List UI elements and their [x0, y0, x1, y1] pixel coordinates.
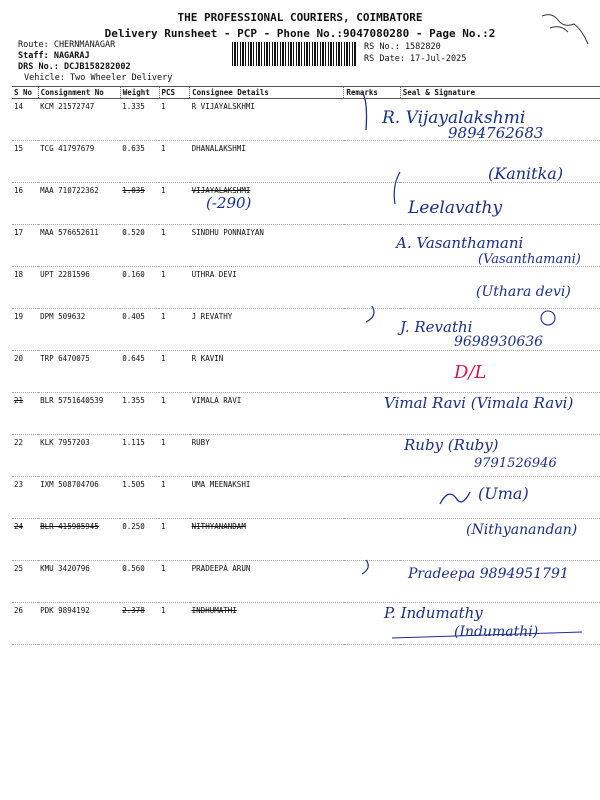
- signature-cell: [400, 519, 600, 561]
- signature-cell: [400, 351, 600, 393]
- signature-cell: [400, 603, 600, 645]
- weight-cell: 0.645: [120, 351, 159, 393]
- table-header-row: [12, 87, 600, 99]
- consignment-cell: TCG 41797679: [38, 141, 120, 183]
- weight-cell: 1.335: [120, 99, 159, 141]
- table-row: [12, 141, 600, 183]
- sno-cell: 26: [12, 603, 38, 645]
- signature-cell: [400, 309, 600, 351]
- signature-cell: [400, 561, 600, 603]
- sno-cell: 16: [12, 183, 38, 225]
- sno-cell: 17: [12, 225, 38, 267]
- sno-cell: 19: [12, 309, 38, 351]
- remarks-cell: [344, 351, 400, 393]
- table-row: [12, 603, 600, 645]
- sno-cell: 15: [12, 141, 38, 183]
- table-row: [12, 435, 600, 477]
- weight-cell: 0.520: [120, 225, 159, 267]
- sno-cell: 18: [12, 267, 38, 309]
- remarks-cell: [344, 183, 400, 225]
- sno-cell: 20: [12, 351, 38, 393]
- consignee-cell: VIJAYALAKSHMI: [190, 183, 344, 225]
- table-row: [12, 99, 600, 141]
- col-pcs: PCS: [159, 87, 190, 99]
- consignee-cell: VIMALA RAVI: [190, 393, 344, 435]
- weight-cell: 0.250: [120, 519, 159, 561]
- pcs-cell: 1: [159, 435, 190, 477]
- consignee-cell: NITHYANANDAM: [190, 519, 344, 561]
- weight-cell: 0.635: [120, 141, 159, 183]
- sno-cell: 24: [12, 519, 38, 561]
- consignment-cell: DPM 509632: [38, 309, 120, 351]
- col-remarks: Remarks: [344, 87, 400, 99]
- sno-cell: 22: [12, 435, 38, 477]
- remarks-cell: [344, 309, 400, 351]
- col-signature: Seal & Signature: [400, 87, 600, 99]
- table-row: [12, 309, 600, 351]
- table-row: [12, 267, 600, 309]
- remarks-cell: [344, 393, 400, 435]
- weight-cell: 1.115: [120, 435, 159, 477]
- pcs-cell: 1: [159, 351, 190, 393]
- route-label: Route: CHERNMANAGAR: [18, 40, 116, 50]
- staff-label: Staff: NAGARAJ: [18, 51, 90, 61]
- signature-text: (Nithyanandan): [466, 522, 578, 538]
- consignee-cell: R VIJAYALSKHMI: [190, 99, 344, 141]
- consignee-cell: INDHUMATHI: [190, 603, 344, 645]
- signature-cell: [400, 477, 600, 519]
- pcs-cell: 1: [159, 141, 190, 183]
- pcs-cell: 1: [159, 183, 190, 225]
- consignee-cell: SINDHU PONNAIYAN: [190, 225, 344, 267]
- remarks-cell: [344, 561, 400, 603]
- remarks-cell: [344, 225, 400, 267]
- table-row: [12, 393, 600, 435]
- consignment-cell: BLR 5751640539: [38, 393, 120, 435]
- sno-cell: 25: [12, 561, 38, 603]
- pcs-cell: 1: [159, 561, 190, 603]
- table-row: [12, 225, 600, 267]
- corner-signature-mark: [540, 10, 590, 50]
- signature-text: Leelavathy: [408, 198, 503, 218]
- rs-number: RS No.: 1582820: [364, 42, 441, 52]
- signature-text: A. Vasanthamani: [396, 234, 524, 252]
- col-sno: S No: [12, 87, 38, 99]
- signature-text: (Uma): [478, 484, 529, 503]
- remarks-cell: [344, 99, 400, 141]
- col-consignee: Consignee Details: [190, 87, 344, 99]
- signature-cell: [400, 141, 600, 183]
- sno-cell: 14: [12, 99, 38, 141]
- signature-cell: [400, 183, 600, 225]
- consignment-cell: MAA 576652611: [38, 225, 120, 267]
- consignee-cell: RUBY: [190, 435, 344, 477]
- signature-text: Vimal Ravi (Vimala Ravi): [384, 394, 574, 412]
- consignee-cell: UTHRA DEVI: [190, 267, 344, 309]
- signature-cell: [400, 267, 600, 309]
- signature-text: Ruby (Ruby): [404, 436, 499, 454]
- signature-text: (Kanitka): [488, 164, 564, 183]
- pcs-cell: 1: [159, 477, 190, 519]
- table-row: [12, 477, 600, 519]
- vehicle-label: Vehicle: Two Wheeler Delivery: [24, 73, 173, 83]
- remarks-cell: [344, 603, 400, 645]
- consignment-cell: KMU 3420796: [38, 561, 120, 603]
- consignee-cell: UMA MEENAKSHI: [190, 477, 344, 519]
- sno-cell: 23: [12, 477, 38, 519]
- remarks-cell: [344, 477, 400, 519]
- consignment-cell: UPT 2281596: [38, 267, 120, 309]
- table-row: [12, 519, 600, 561]
- remarks-cell: [344, 435, 400, 477]
- weight-cell: 2.378: [120, 603, 159, 645]
- barcode: [232, 42, 357, 66]
- consignee-cell: PRADEEPA ARUN: [190, 561, 344, 603]
- drs-label: DRS No.: DCJB158282002: [18, 62, 131, 72]
- col-consignment: Consignment No: [38, 87, 120, 99]
- signature-text: J. Revathi: [400, 318, 473, 336]
- signature-cell: [400, 393, 600, 435]
- pcs-cell: 1: [159, 99, 190, 141]
- signature-cell: [400, 225, 600, 267]
- weight-cell: 1.035: [120, 183, 159, 225]
- handwritten-note: (-290): [206, 194, 252, 212]
- pcs-cell: 1: [159, 519, 190, 561]
- pcs-cell: 1: [159, 309, 190, 351]
- signature-text: Pradeepa 9894951791: [408, 566, 569, 582]
- handwritten-phone: 9791526946: [474, 456, 557, 471]
- consignment-cell: IXM 508704706: [38, 477, 120, 519]
- pcs-cell: 1: [159, 267, 190, 309]
- weight-cell: 0.405: [120, 309, 159, 351]
- weight-cell: 0.560: [120, 561, 159, 603]
- sno-cell: 21: [12, 393, 38, 435]
- rs-date: RS Date: 17-Jul-2025: [364, 54, 467, 64]
- signature-cell: [400, 99, 600, 141]
- pcs-cell: 1: [159, 603, 190, 645]
- runsheet-subtitle: Delivery Runsheet - PCP - Phone No.:9047080280 - Page No.:2: [104, 27, 496, 40]
- runsheet-table: [12, 86, 600, 645]
- consignee-cell: DHANALAKSHMI: [190, 141, 344, 183]
- remarks-cell: [344, 267, 400, 309]
- company-title: THE PROFESSIONAL COURIERS, COIMBATORE: [177, 11, 423, 24]
- consignment-cell: KCM 21572747: [38, 99, 120, 141]
- weight-cell: 1.355: [120, 393, 159, 435]
- consignment-cell: PDK 9894192: [38, 603, 120, 645]
- consignment-cell: MAA 710722362: [38, 183, 120, 225]
- consignment-cell: KLK 7957203: [38, 435, 120, 477]
- signature-text: (Indumathi): [454, 624, 539, 640]
- consignee-cell: J REVATHY: [190, 309, 344, 351]
- dl-mark: D/L: [454, 362, 487, 383]
- handwritten-phone: 9894762683: [448, 124, 544, 142]
- signature-cell: [400, 435, 600, 477]
- col-weight: Weight: [120, 87, 159, 99]
- weight-cell: 0.160: [120, 267, 159, 309]
- weight-cell: 1.505: [120, 477, 159, 519]
- handwritten-phone: 9698930636: [454, 334, 544, 350]
- signature-text: (Vasanthamani): [478, 252, 581, 267]
- signature-text: (Uthara devi): [476, 284, 571, 300]
- remarks-cell: [344, 141, 400, 183]
- table-row: [12, 183, 600, 225]
- signature-text: R. Vijayalakshmi: [382, 108, 526, 128]
- pcs-cell: 1: [159, 225, 190, 267]
- table-row: [12, 351, 600, 393]
- consignment-cell: TRP 6470075: [38, 351, 120, 393]
- consignee-cell: R KAVIN: [190, 351, 344, 393]
- pcs-cell: 1: [159, 393, 190, 435]
- signature-text: P. Indumathy: [384, 604, 483, 622]
- remarks-cell: [344, 519, 400, 561]
- table-row: [12, 561, 600, 603]
- consignment-cell: BLR 415985945: [38, 519, 120, 561]
